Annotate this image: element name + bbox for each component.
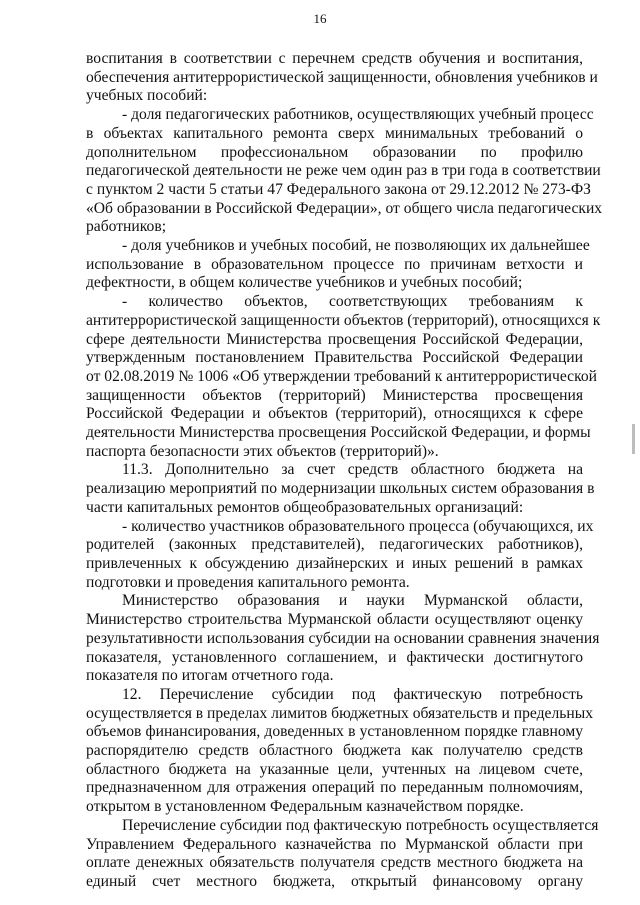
text-line: Министерство образования и науки Мурманской области, <box>122 592 583 610</box>
text-line: показателя, установленного соглашением, и фактически достигнутого <box>86 648 583 666</box>
text-line: с пунктом 2 части 5 статьи 47 Федерального закона от 29.12.2012 № 273-ФЗ <box>86 180 591 198</box>
text-line: родителей (законных представителей), педагогических работников), <box>86 536 583 554</box>
text-line: антитеррористической защищенности объектов (территорий), относящихся к <box>86 311 601 329</box>
text-line: осуществляется в пределах лимитов бюджетных обязательств и предельных <box>86 704 593 722</box>
text-line: - количество участников образовательного процесса (обучающихся, их <box>122 517 594 535</box>
text-line: работников; <box>86 218 167 236</box>
text-line: результативности использования субсидии на основании сравнения значения <box>86 629 600 647</box>
text-line: единый счет местного бюджета, открытый финансовому органу <box>86 872 583 890</box>
text-line: сфере деятельности Министерства просвещения Российской Федерации, <box>86 330 583 348</box>
text-line: паспорта безопасности этих объектов (территорий)». <box>86 442 439 460</box>
text-line: 11.3. Дополнительно за счет средств областного бюджета на <box>122 461 583 479</box>
text-line: реализацию мероприятий по модернизации школьных систем образования в <box>86 480 595 498</box>
document-body <box>86 50 603 892</box>
text-line: части капитальных ремонтов общеобразовательных организаций: <box>86 498 524 516</box>
text-line: - доля учебников и учебных пособий, не позволяющих их дальнейшее <box>122 237 590 255</box>
text-line: дополнительном профессиональном образовании по профилю <box>86 143 583 161</box>
scan-margin-mark <box>632 424 635 454</box>
text-line: - доля педагогических работников, осуществляющих учебный процесс <box>122 106 594 124</box>
text-line: использование в образовательном процессе по причинам ветхости и <box>86 255 583 273</box>
text-line: утвержденным постановлением Правительства Российской Федерации <box>86 349 583 367</box>
text-line: в объектах капитального ремонта сверх минимальных требований о <box>86 124 583 142</box>
text-line: учебных пособий: <box>86 87 208 105</box>
text-line: распорядителю средств областного бюджета как получателю средств <box>86 742 583 760</box>
text-line: педагогической деятельности не реже чем один раз в три года в соответствии <box>86 162 601 180</box>
text-line: областного бюджета на указанные цели, учтенных на лицевом счете, <box>86 760 583 778</box>
text-line: Перечисление субсидии под фактическую потребность осуществляется <box>122 816 599 834</box>
page-number: 16 <box>313 11 327 26</box>
text-line: открытом в установленном Федеральным казначейством порядке. <box>86 798 524 816</box>
text-line: привлеченных к обсуждению дизайнерских и иных решений в рамках <box>86 554 583 572</box>
text-line: объемов финансирования, доведенных в установленном порядке главному <box>86 723 583 741</box>
text-line: 12. Перечисление субсидии под фактическую потребность <box>122 685 583 703</box>
text-line: подготовки и проведения капитального ремонта. <box>86 573 410 591</box>
text-line: от 02.08.2019 № 1006 «Об утверждении требований к антитеррористической <box>86 367 598 385</box>
text-line: воспитания в соответствии с перечнем средств обучения и воспитания, <box>86 50 583 67</box>
text-line: деятельности Министерства просвещения Российской Федерации, и формы <box>86 424 591 442</box>
text-line: защищенности объектов (территорий) Министерства просвещения <box>86 386 583 404</box>
text-line: Управлением Федерального казначейства по Мурманской области при <box>86 835 583 853</box>
text-line: дефектности, в общем количестве учебников и учебных пособий; <box>86 274 523 292</box>
text-line: Российской Федерации и объектов (территорий), относящихся к сфере <box>86 405 583 423</box>
text-line: обеспечения антитеррористической защищенности, обновления учебников и <box>86 68 598 86</box>
text-line: оплате денежных обязательств получателя средств местного бюджета на <box>86 854 583 872</box>
text-line: предназначенном для отражения операций по переданным полномочиям, <box>86 779 583 797</box>
text-line: «Об образовании в Российской Федерации», от общего числа педагогических <box>86 199 603 217</box>
text-line: показателя по итогам отчетного года. <box>86 667 334 685</box>
text-line: Министерство строительства Мурманской области осуществляют оценку <box>86 611 583 629</box>
text-line: - количество объектов, соответствующих требованиям к <box>122 293 583 311</box>
